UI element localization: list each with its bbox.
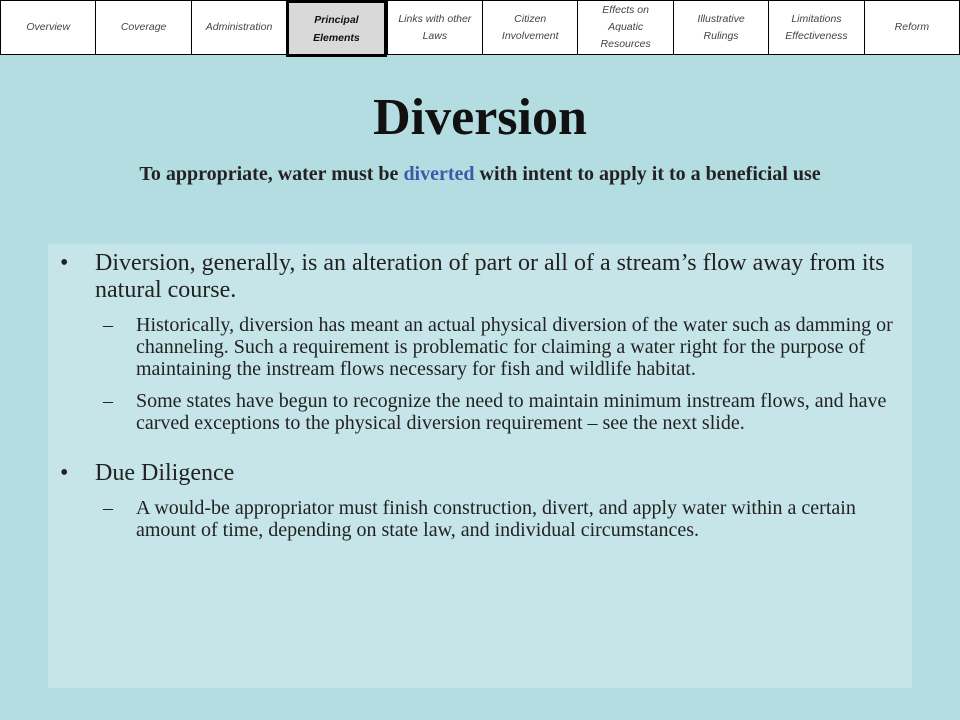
tab-administration[interactable]: Administration xyxy=(191,0,286,55)
bullet-text: Diversion, generally, is an alteration of part or all of a stream’s flow away from its natural course. xyxy=(95,250,885,303)
tab-overview[interactable]: Overview xyxy=(0,0,95,55)
subtitle-text-before: To appropriate, water must be xyxy=(139,163,404,185)
subtitle-text-after: with intent to apply it to a beneficial use xyxy=(474,163,821,185)
bullet-item xyxy=(60,250,896,434)
subtitle-accent-word: diverted xyxy=(403,163,475,185)
sub-bullet-item xyxy=(95,390,896,434)
bullet-marker: • xyxy=(60,250,69,276)
bullet-marker: • xyxy=(60,460,69,486)
tab-effects-on-aquatic-resources[interactable]: Effects on Aquatic Resources xyxy=(577,0,672,55)
tab-illustrative-rulings[interactable]: Illustrative Rulings xyxy=(673,0,768,55)
sub-bullet-item xyxy=(95,314,896,380)
bullet-item xyxy=(60,460,896,541)
tab-limitations-effectiveness[interactable]: Limitations Effectiveness xyxy=(768,0,863,55)
sub-bullet-list xyxy=(95,497,896,541)
section-nav xyxy=(0,0,960,57)
sub-bullet-text: Some states have begun to recognize the need to maintain minimum instream flows, and have carved exceptions to the physical diversion requirement – see the next slide. xyxy=(136,390,887,434)
bullet-text: Due Diligence xyxy=(95,460,235,486)
tab-reform[interactable]: Reform xyxy=(864,0,960,55)
sub-bullet-item xyxy=(95,497,896,541)
tab-links-with-other-laws[interactable]: Links with other Laws xyxy=(387,0,482,55)
tab-citizen-involvement[interactable]: Citizen Involvement xyxy=(482,0,577,55)
slide-title: Diversion xyxy=(373,89,587,146)
sub-bullet-text: A would-be appropriator must finish construction, divert, and apply water within a certain amount of time, depending on state law, and individual circumstances. xyxy=(136,497,856,541)
bullet-list xyxy=(60,250,896,541)
tab-principal-elements[interactable]: Principal Elements xyxy=(286,0,386,57)
slide-body xyxy=(48,244,912,688)
slide-subtitle xyxy=(100,158,860,190)
sub-bullet-marker: – xyxy=(103,314,113,336)
sub-bullet-marker: – xyxy=(103,497,113,519)
sub-bullet-marker: – xyxy=(103,390,113,412)
sub-bullet-text: Historically, diversion has meant an actual physical diversion of the water such as damming or channeling. Such a requirement is problematic for claiming a water right for the purpose of maintaining the instream flows necessary for fish and wildlife habitat. xyxy=(136,314,893,380)
sub-bullet-list xyxy=(95,314,896,434)
tab-coverage[interactable]: Coverage xyxy=(95,0,190,55)
